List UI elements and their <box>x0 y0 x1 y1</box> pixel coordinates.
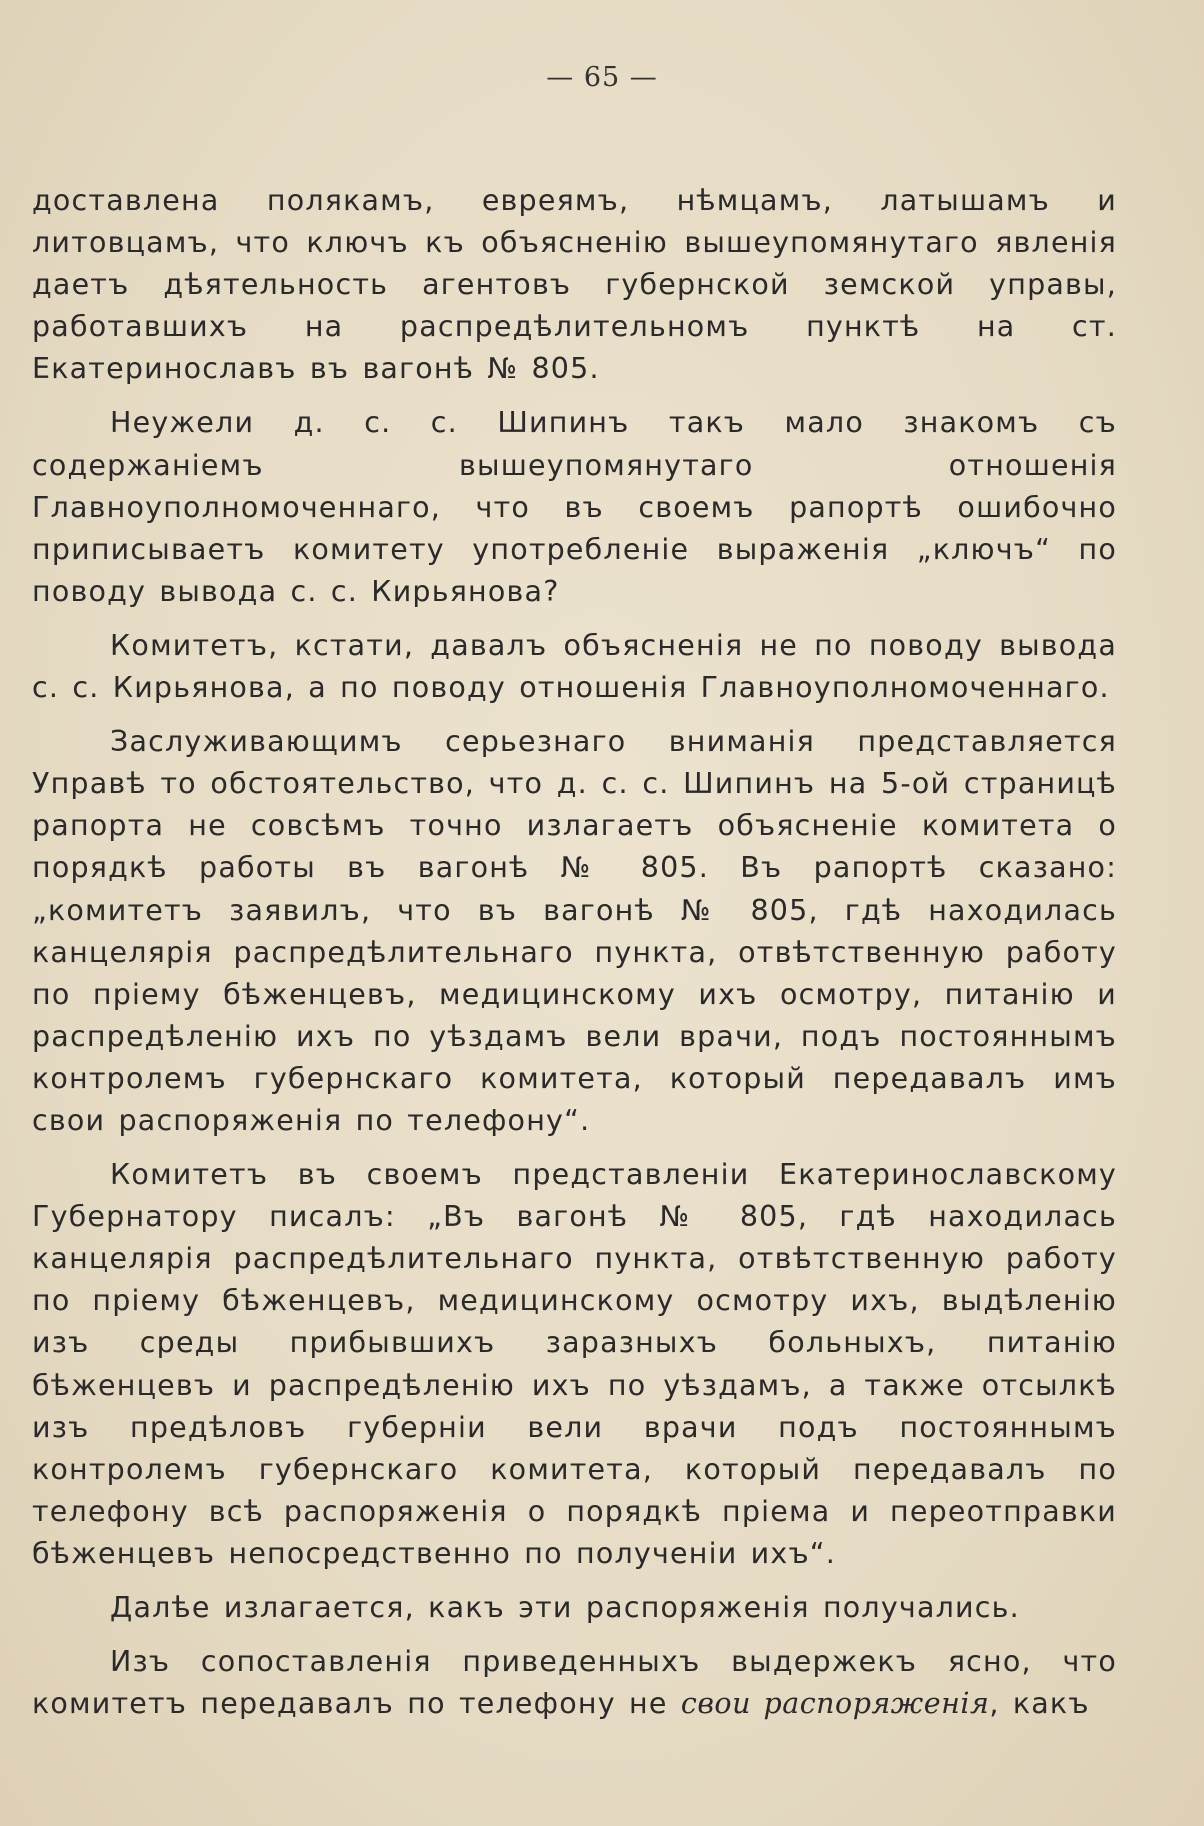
paragraph-4: Заслуживающимъ серьезнаго вниманія представляется Управѣ то обстоятельство, что д. с. с. Шипинъ на 5-ой страницѣ рапорта не совсѣмъ точно излагаетъ объясненіе комитета о порядкѣ работы въ вагонѣ № 805. Въ рапортѣ сказано: „комитетъ заявилъ, что въ вагонѣ № 805, гдѣ находилась канцелярія распредѣлительнаго пункта, отвѣтственную работу по пріему бѣженцевъ, медицинскому ихъ осмотру, питанію и распредѣленію ихъ по уѣздамъ вели врачи, подъ постояннымъ контролемъ губернскаго комитета, который передавалъ имъ свои распоряженія по телефону“. <box>32 725 1117 1137</box>
paragraph-7 <box>32 1641 1117 1725</box>
paragraph-3: Комитетъ, кстати, давалъ объясненія не по поводу вывода с. с. Кирьянова, а по поводу отношенія Главноуполномоченнаго. <box>32 628 1117 705</box>
paragraph-2: Неужели д. с. с. Шипинъ такъ мало знакомъ съ содержаніемъ вышеупомянутаго отношенія Главноуполномоченнаго, что въ своемъ рапортѣ ошибочно приписываетъ комитету употребленіе выраженія „ключъ“ по поводу вывода с. с. Кирьянова? <box>32 406 1117 608</box>
emphasized-phrase: свои распоряженія <box>680 1687 990 1721</box>
paragraph-7-text-start: Изъ сопоставленія приведенныхъ выдержекъ ясно, что комитетъ передавалъ по телефону не <box>32 1645 1117 1721</box>
paragraph-7-text-end: , какъ <box>989 1687 1090 1721</box>
paragraph-1: доставлена полякамъ, евреямъ, нѣмцамъ, латышамъ и литовцамъ, что ключъ къ объясненію вышеупомянутаго явленія даетъ дѣятельность агентовъ губернской земской управы, работавшихъ на распредѣлительномъ пунктѣ на ст. Екатеринославъ въ вагонѣ № 805. <box>32 184 1117 386</box>
text-body <box>32 180 1117 1737</box>
paragraph-5: Комитетъ въ своемъ представленіи Екатеринославскому Губернатору писалъ: „Въ вагонѣ № 805, гдѣ находилась канцелярія распредѣлительнаго пункта, отвѣтственную работу по пріему бѣженцевъ, медицинскому осмотру ихъ, выдѣленію изъ среды прибывшихъ заразныхъ больныхъ, питанію бѣженцевъ и распредѣленію ихъ по уѣздамъ, а также отсылкѣ изъ предѣловъ губерніи вели врачи подъ постояннымъ контролемъ губернскаго комитета, который передавалъ по телефону всѣ распоряженія о порядкѣ пріема и переотправки бѣженцевъ непосредственно по полученіи ихъ“. <box>32 1158 1117 1570</box>
paragraph-6: Далѣе излагается, какъ эти распоряженія получались. <box>110 1591 1020 1624</box>
page-number: — 65 — <box>546 62 658 93</box>
